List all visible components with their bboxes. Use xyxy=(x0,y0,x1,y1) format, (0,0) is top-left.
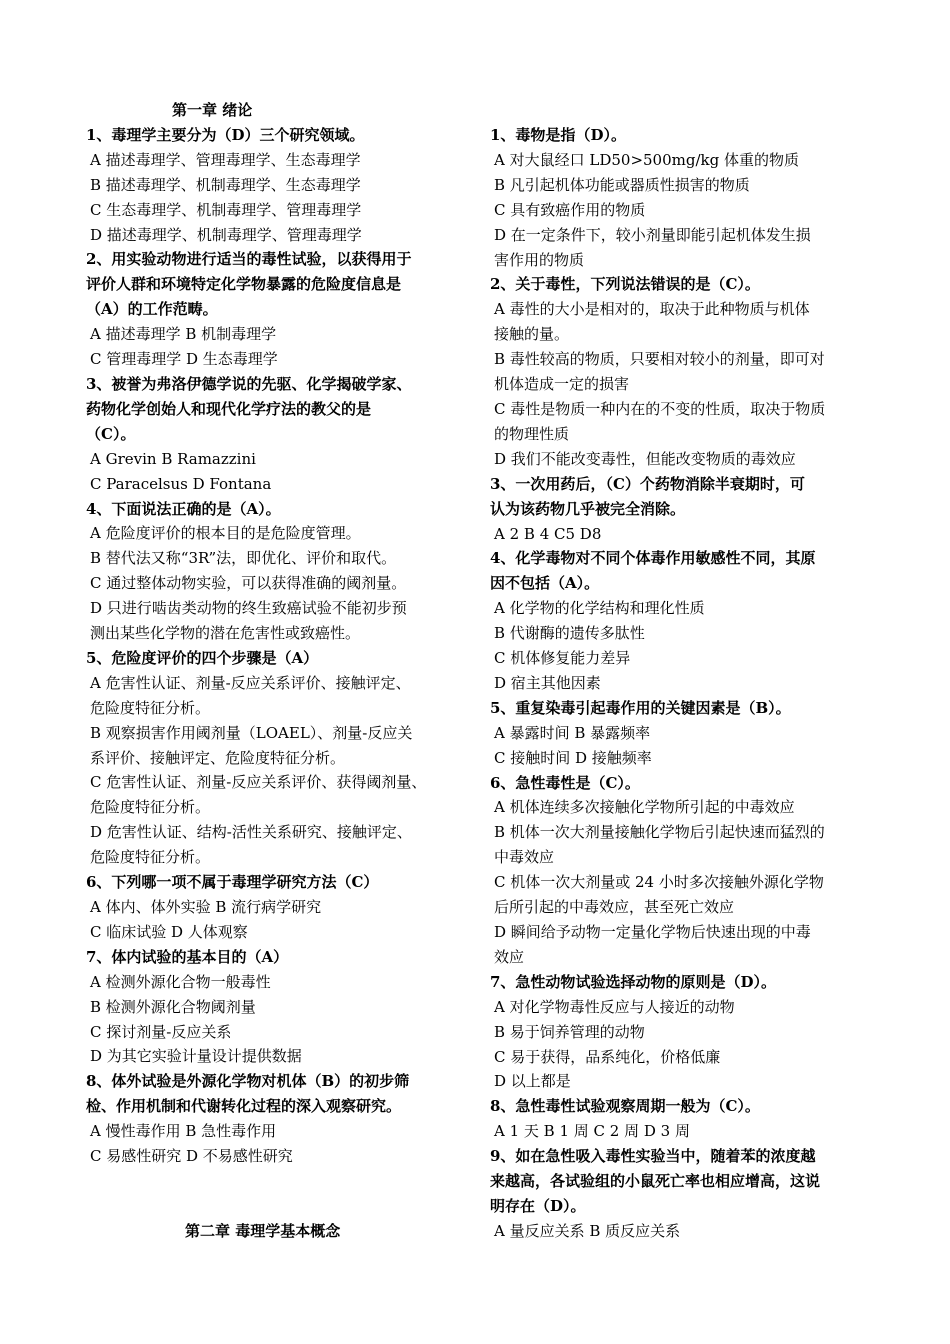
option-text: 危险度特征分析。 xyxy=(90,848,211,867)
option-text: B 易于饲养管理的动物 xyxy=(494,1022,645,1041)
question-text: （C）。 xyxy=(86,424,136,443)
option-text: D 宿主其他因素 xyxy=(494,673,601,692)
option-text: B 替代法又称“3R”法，即优化、评价和取代。 xyxy=(90,549,397,568)
question-text: 1、毒理学主要分为（D）三个研究领域。 xyxy=(86,125,365,144)
question-text: 3、一次用药后，（C）个药物消除半衰期时，可 xyxy=(490,474,805,493)
option-text: C 接触时间 D 接触频率 xyxy=(494,748,652,767)
option-text: C 具有致癌作用的物质 xyxy=(494,200,646,219)
option-text: 系评价、接触评定、危险度特征分析。 xyxy=(90,748,346,767)
option-text: C 探讨剂量-反应关系 xyxy=(90,1022,232,1041)
option-text: A 2 B 4 C5 D8 xyxy=(494,524,602,543)
question-text: 评价人群和环境特定化学物暴露的危险度信息是 xyxy=(86,275,402,294)
question-text: 2、关于毒性，下列说法错误的是（C）。 xyxy=(490,275,760,294)
question-text: 6、下列哪一项不属于毒理学研究方法（C） xyxy=(86,873,379,892)
question-text: 3、被誉为弗洛伊德学说的先驱、化学揭破学家、 xyxy=(86,374,412,393)
option-text: 机体造成一定的损害 xyxy=(494,375,630,394)
option-text: A 描述毒理学、管理毒理学、生态毒理学 xyxy=(90,150,361,169)
option-text: C 易于获得，品系纯化，价格低廉 xyxy=(494,1047,721,1066)
question-text: （A）的工作范畴。 xyxy=(86,300,218,319)
option-text: D 危害性认证、结构-活性关系研究、接触评定、 xyxy=(90,823,412,842)
option-text: A 暴露时间 B 暴露频率 xyxy=(494,723,651,742)
option-text: D 描述毒理学、机制毒理学、管理毒理学 xyxy=(90,225,362,244)
option-text: B 观察损害作用阈剂量（LOAEL）、剂量-反应关 xyxy=(90,723,413,742)
question-text: 7、体内试验的基本目的（A） xyxy=(86,947,289,966)
option-text: C 管理毒理学 D 生态毒理学 xyxy=(90,350,278,369)
option-text: 后所引起的中毒效应，甚至死亡效应 xyxy=(494,898,735,917)
option-text: B 检测外源化合物阈剂量 xyxy=(90,997,256,1016)
question-text: 认为该药物几乎被完全消除。 xyxy=(490,499,686,518)
option-text: C 通过整体动物实验，可以获得准确的阈剂量。 xyxy=(90,574,407,593)
option-text: B 代谢酶的遗传多肽性 xyxy=(494,624,645,643)
option-text: B 机体一次大剂量接触化学物后引起快速而猛烈的 xyxy=(494,823,825,842)
question-text: 7、急性动物试验选择动物的原则是（D）。 xyxy=(490,972,776,991)
right-question-list xyxy=(490,123,866,1244)
option-text: D 以上都是 xyxy=(494,1072,571,1091)
option-text: C 易感性研究 D 不易感性研究 xyxy=(90,1147,293,1166)
option-text: C 机体修复能力差异 xyxy=(494,649,631,668)
option-text: A 检测外源化合物一般毒性 xyxy=(90,972,271,991)
question-text: 2、用实验动物进行适当的毒性试验，以获得用于 xyxy=(86,250,412,269)
option-text: C 毒性是物质一种内在的不变的性质，取决于物质 xyxy=(494,399,826,418)
question-text: 来越高，各试验组的小鼠死亡率也相应增高，这说 xyxy=(490,1172,821,1191)
option-text: A 危害性认证、剂量-反应关系评价、接触评定、 xyxy=(90,673,411,692)
option-text: C 生态毒理学、机制毒理学、管理毒理学 xyxy=(90,200,362,219)
option-text: D 在一定条件下，较小剂量即能引起机体发生损 xyxy=(494,225,811,244)
option-text: A 机体连续多次接触化学物所引起的中毒效应 xyxy=(494,798,795,817)
question-text: 药物化学创始人和现代化学疗法的教父的是 xyxy=(86,399,372,418)
option-text: C 临床试验 D 人体观察 xyxy=(90,922,248,941)
option-text: D 我们不能改变毒性，但能改变物质的毒效应 xyxy=(494,449,796,468)
question-text: 4、下面说法正确的是（A）。 xyxy=(86,499,281,518)
option-text: A 对大鼠经口 LD50>500mg/kg 体重的物质 xyxy=(494,150,799,169)
option-text: C Paracelsus D Fontana xyxy=(90,474,272,493)
option-text: B 描述毒理学、机制毒理学、生态毒理学 xyxy=(90,175,361,194)
question-text: 5、重复染毒引起毒作用的关键因素是（B）。 xyxy=(490,698,791,717)
question-text: 明存在（D）。 xyxy=(490,1196,586,1215)
chapter-2-title: 第二章 毒理学基本概念 xyxy=(185,1222,341,1240)
option-text: 危险度特征分析。 xyxy=(90,698,211,717)
option-text: B 凡引起机体功能或器质性损害的物质 xyxy=(494,175,750,194)
option-text: A 危险度评价的根本目的是危险度管理。 xyxy=(90,524,361,543)
option-text: 效应 xyxy=(494,947,525,966)
question-text: 9、如在急性吸入毒性实验当中，随着苯的浓度越 xyxy=(490,1147,816,1166)
option-text: A 化学物的化学结构和理化性质 xyxy=(494,599,705,618)
option-text: A 慢性毒作用 B 急性毒作用 xyxy=(90,1122,277,1141)
option-text: A Grevin B Ramazzini xyxy=(90,449,256,468)
left-question-list xyxy=(86,123,470,1169)
question-text: 8、急性毒性试验观察周期一般为（C）。 xyxy=(490,1097,760,1116)
option-text: A 量反应关系 B 质反应关系 xyxy=(494,1221,681,1240)
chapter-1-title: 第一章 绪论 xyxy=(172,101,253,119)
question-text: 检、作用机制和代谢转化过程的深入观察研究。 xyxy=(86,1097,402,1116)
option-text: A 1 天 B 1 周 C 2 周 D 3 周 xyxy=(494,1122,690,1141)
option-text: 测出某些化学物的潜在危害性或致癌性。 xyxy=(90,624,361,643)
question-text: 1、毒物是指（D）。 xyxy=(490,126,626,144)
option-text: 的物理性质 xyxy=(494,424,570,443)
option-text: D 瞬间给予动物一定量化学物后快速出现的中毒 xyxy=(494,923,811,941)
question-text: 6、急性毒性是（C）。 xyxy=(490,773,640,792)
option-text: A 描述毒理学 B 机制毒理学 xyxy=(90,325,277,344)
question-text: 5、危险度评价的四个步骤是（A） xyxy=(86,648,319,667)
option-text: 中毒效应 xyxy=(494,848,555,867)
option-text: D 只进行啮齿类动物的终生致癌试验不能初步预 xyxy=(90,599,407,618)
option-text: B 毒性较高的物质，只要相对较小的剂量，即可对 xyxy=(494,350,825,369)
question-text: 因不包括（A）。 xyxy=(490,574,600,593)
option-text: A 对化学物毒性反应与人接近的动物 xyxy=(494,997,735,1016)
option-text: A 毒性的大小是相对的，取决于此种物质与机体 xyxy=(494,300,810,319)
right-column xyxy=(490,123,866,1244)
option-text: 危险度特征分析。 xyxy=(90,798,211,817)
question-text: 4、化学毒物对不同个体毒作用敏感性不同，其原 xyxy=(490,549,816,568)
option-text: A 体内、体外实验 B 流行病学研究 xyxy=(90,898,322,916)
left-column xyxy=(86,98,470,1169)
option-text: C 危害性认证、剂量-反应关系评价、获得阈剂量、 xyxy=(90,773,427,792)
question-text: 8、体外试验是外源化学物对机体（B）的初步筛 xyxy=(86,1072,410,1091)
option-text: 害作用的物质 xyxy=(494,250,585,269)
option-text: C 机体一次大剂量或 24 小时多次接触外源化学物 xyxy=(494,873,824,892)
option-text: D 为其它实验计量设计提供数据 xyxy=(90,1047,302,1066)
option-text: 接触的量。 xyxy=(494,325,570,344)
